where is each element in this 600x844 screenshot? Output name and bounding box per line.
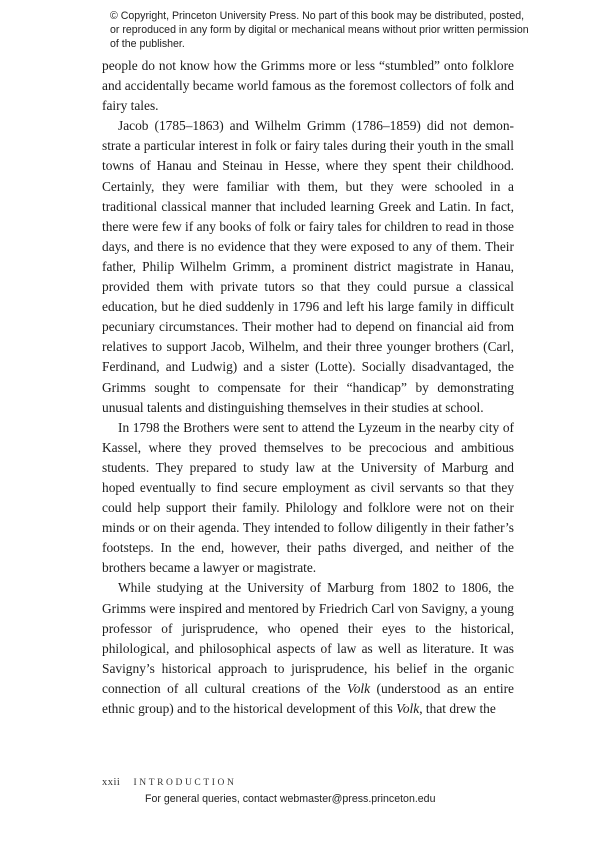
paragraph-3: In 1798 the Brothers were sent to attend the Lyzeum in the nearby city of Kassel, where they proved themselves to be precocious and ambitious students. They prepared to study law at the University of Marburg and hoped eventually to find secure employment as civil servants so that they could help support their family. Philology and folklore were not on their minds or on their agenda. They intended to follow diligently in their father’s footsteps. In the end, however, their paths diverged, and neither of the brothers became a lawyer or magistrate. (102, 419, 514, 576)
volk-term: Volk (347, 680, 371, 696)
contact-notice: For general queries, contact webmaster@press.princeton.edu (145, 793, 436, 805)
paragraph-2: Jacob (1785–1863) and Wilhelm Grimm (1786–1859) did not demonstrate a particular interest in folk or fairy tales during their youth in the small towns of Hanau and Steinau in Hesse, where they spent their childhood. Certainly, they were familiar with them, but they were schooled in a traditional classical manner that included learning Greek and Latin. In fact, there were few if any books of folk or fairy tales for children to read in those days, and there is no evidence that they were exposed to any of them. Their father, Philip Wilhelm Grimm, a prominent district magistrate in Hanau, provided them with private tutors so that they could pursue a classical education, but he died suddenly in 1796 and left his large family in difficult pecuniary circumstances. Their mother had to depend on financial aid from relatives to support Jacob, Wilhelm, and their three younger brothers (Carl, Ferdinand, and Ludwig) and a sister (Lotte). Socially disadvantaged, the Grimms sought to compensate for their “handicap” by demonstrating unusual talents and distinguishing themselves in their studies at school. (102, 118, 514, 415)
paragraph-4-text-c: , that drew the (419, 701, 496, 716)
paragraph-4 (102, 578, 514, 719)
paragraph-4-text-b: (understood as an entire ethnic group) and to the historical development of this (102, 680, 514, 716)
copyright-notice: © Copyright, Princeton University Press. No part of this book may be distributed, posted, or reproduced in any form by digital or mechanical means without prior written permission of the publisher. (110, 10, 529, 50)
page-footer (102, 777, 236, 788)
body-text (102, 56, 514, 719)
volk-term: Volk (396, 701, 420, 716)
paragraph-1: people do not know how the Grimms more or less “stumbled” onto folklore and accidentally became world famous as the foremost collectors of folk and fairy tales. (102, 58, 514, 114)
running-head: INTRODUCTION (133, 778, 237, 788)
page-number: xxii (102, 777, 121, 788)
paragraph-4-text-a: While studying at the University of Marburg from 1802 to 1806, the Grimms were inspired and mentored by Friedrich Carl von Savigny, a young professor of jurisprudence, who opened their eyes to the historical, philological, and philosophical aspects of law as well as literature. It was Savigny’s historical approach to jurisprudence, his belief in the organic connection of all cultural creations of the (102, 580, 514, 696)
